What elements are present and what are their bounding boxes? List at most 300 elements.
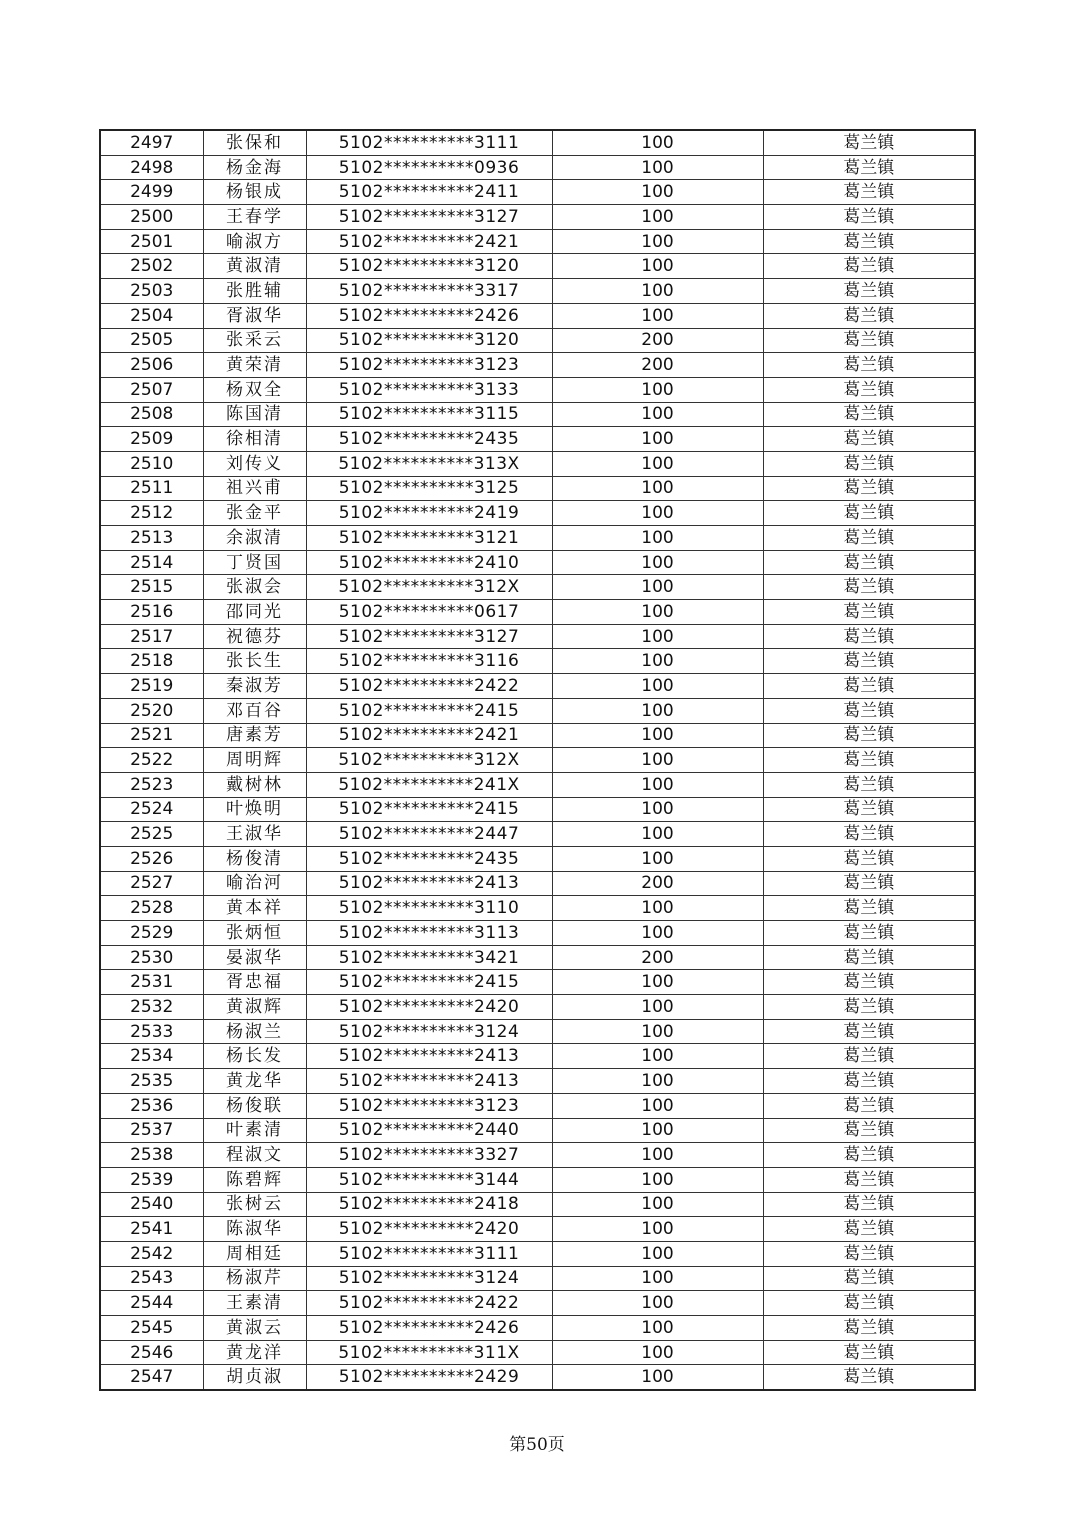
name-cell: 张采云 <box>203 328 306 353</box>
table-row <box>100 205 975 230</box>
row-number-cell: 2530 <box>100 945 203 970</box>
town-cell: 葛兰镇 <box>763 1316 975 1341</box>
town-cell: 葛兰镇 <box>763 451 975 476</box>
row-number-cell: 2507 <box>100 377 203 402</box>
town-cell: 葛兰镇 <box>763 1340 975 1365</box>
town-cell: 葛兰镇 <box>763 155 975 180</box>
table-row <box>100 476 975 501</box>
town-cell: 葛兰镇 <box>763 797 975 822</box>
row-number-cell: 2516 <box>100 600 203 625</box>
amount-cell: 100 <box>552 427 763 452</box>
row-number-cell: 2518 <box>100 649 203 674</box>
table-row <box>100 1093 975 1118</box>
town-cell: 葛兰镇 <box>763 846 975 871</box>
id-number-cell: 5102**********2440 <box>306 1118 552 1143</box>
table-row <box>100 1019 975 1044</box>
table-row <box>100 1044 975 1069</box>
name-cell: 叶素清 <box>203 1118 306 1143</box>
town-cell: 葛兰镇 <box>763 772 975 797</box>
id-number-cell: 5102**********2435 <box>306 846 552 871</box>
id-number-cell: 5102**********3120 <box>306 328 552 353</box>
name-cell: 余淑清 <box>203 526 306 551</box>
id-number-cell: 5102**********3127 <box>306 205 552 230</box>
name-cell: 喻治河 <box>203 871 306 896</box>
row-number-cell: 2531 <box>100 970 203 995</box>
row-number-cell: 2520 <box>100 698 203 723</box>
name-cell: 杨长发 <box>203 1044 306 1069</box>
name-cell: 陈碧辉 <box>203 1167 306 1192</box>
name-cell: 张胜辅 <box>203 279 306 304</box>
name-cell: 王淑华 <box>203 822 306 847</box>
row-number-cell: 2506 <box>100 353 203 378</box>
row-number-cell: 2543 <box>100 1266 203 1291</box>
town-cell: 葛兰镇 <box>763 896 975 921</box>
town-cell: 葛兰镇 <box>763 377 975 402</box>
table-row <box>100 303 975 328</box>
table-row <box>100 822 975 847</box>
name-cell: 晏淑华 <box>203 945 306 970</box>
amount-cell: 200 <box>552 871 763 896</box>
name-cell: 丁贤国 <box>203 550 306 575</box>
amount-cell: 100 <box>552 921 763 946</box>
amount-cell: 100 <box>552 575 763 600</box>
records-table <box>99 129 976 1391</box>
id-number-cell: 5102**********3421 <box>306 945 552 970</box>
amount-cell: 100 <box>552 254 763 279</box>
table-row <box>100 575 975 600</box>
town-cell: 葛兰镇 <box>763 353 975 378</box>
name-cell: 黄淑辉 <box>203 995 306 1020</box>
town-cell: 葛兰镇 <box>763 1167 975 1192</box>
amount-cell: 200 <box>552 353 763 378</box>
name-cell: 王春学 <box>203 205 306 230</box>
town-cell: 葛兰镇 <box>763 550 975 575</box>
id-number-cell: 5102**********3124 <box>306 1266 552 1291</box>
name-cell: 陈淑华 <box>203 1217 306 1242</box>
id-number-cell: 5102**********3127 <box>306 624 552 649</box>
row-number-cell: 2532 <box>100 995 203 1020</box>
amount-cell: 100 <box>552 995 763 1020</box>
row-number-cell: 2537 <box>100 1118 203 1143</box>
row-number-cell: 2504 <box>100 303 203 328</box>
amount-cell: 100 <box>552 1340 763 1365</box>
name-cell: 杨俊联 <box>203 1093 306 1118</box>
amount-cell: 100 <box>552 155 763 180</box>
id-number-cell: 5102**********2415 <box>306 970 552 995</box>
amount-cell: 100 <box>552 600 763 625</box>
id-number-cell: 5102**********2435 <box>306 427 552 452</box>
town-cell: 葛兰镇 <box>763 871 975 896</box>
town-cell: 葛兰镇 <box>763 600 975 625</box>
name-cell: 杨双全 <box>203 377 306 402</box>
name-cell: 杨金海 <box>203 155 306 180</box>
row-number-cell: 2515 <box>100 575 203 600</box>
amount-cell: 100 <box>552 303 763 328</box>
town-cell: 葛兰镇 <box>763 254 975 279</box>
table-row <box>100 748 975 773</box>
amount-cell: 100 <box>552 723 763 748</box>
name-cell: 邵同光 <box>203 600 306 625</box>
id-number-cell: 5102**********2422 <box>306 674 552 699</box>
row-number-cell: 2522 <box>100 748 203 773</box>
row-number-cell: 2510 <box>100 451 203 476</box>
id-number-cell: 5102**********3124 <box>306 1019 552 1044</box>
table-row <box>100 1241 975 1266</box>
town-cell: 葛兰镇 <box>763 1217 975 1242</box>
town-cell: 葛兰镇 <box>763 995 975 1020</box>
id-number-cell: 5102**********3116 <box>306 649 552 674</box>
name-cell: 胥忠福 <box>203 970 306 995</box>
row-number-cell: 2521 <box>100 723 203 748</box>
row-number-cell: 2499 <box>100 180 203 205</box>
table-row <box>100 550 975 575</box>
table-row <box>100 1365 975 1390</box>
amount-cell: 100 <box>552 698 763 723</box>
row-number-cell: 2547 <box>100 1365 203 1390</box>
amount-cell: 100 <box>552 1093 763 1118</box>
id-number-cell: 5102**********2410 <box>306 550 552 575</box>
row-number-cell: 2523 <box>100 772 203 797</box>
table-row <box>100 945 975 970</box>
row-number-cell: 2545 <box>100 1316 203 1341</box>
row-number-cell: 2542 <box>100 1241 203 1266</box>
row-number-cell: 2544 <box>100 1291 203 1316</box>
row-number-cell: 2500 <box>100 205 203 230</box>
id-number-cell: 5102**********2419 <box>306 501 552 526</box>
town-cell: 葛兰镇 <box>763 1044 975 1069</box>
town-cell: 葛兰镇 <box>763 698 975 723</box>
row-number-cell: 2539 <box>100 1167 203 1192</box>
name-cell: 周明辉 <box>203 748 306 773</box>
id-number-cell: 5102**********0936 <box>306 155 552 180</box>
amount-cell: 100 <box>552 550 763 575</box>
row-number-cell: 2528 <box>100 896 203 921</box>
id-number-cell: 5102**********2420 <box>306 995 552 1020</box>
amount-cell: 100 <box>552 970 763 995</box>
id-number-cell: 5102**********3113 <box>306 921 552 946</box>
id-number-cell: 5102**********2415 <box>306 698 552 723</box>
name-cell: 黄淑云 <box>203 1316 306 1341</box>
table-row <box>100 229 975 254</box>
table-row <box>100 1217 975 1242</box>
town-cell: 葛兰镇 <box>763 402 975 427</box>
amount-cell: 100 <box>552 1266 763 1291</box>
amount-cell: 100 <box>552 1291 763 1316</box>
row-number-cell: 2546 <box>100 1340 203 1365</box>
name-cell: 叶焕明 <box>203 797 306 822</box>
row-number-cell: 2512 <box>100 501 203 526</box>
town-cell: 葛兰镇 <box>763 1192 975 1217</box>
row-number-cell: 2535 <box>100 1069 203 1094</box>
amount-cell: 100 <box>552 501 763 526</box>
amount-cell: 100 <box>552 1069 763 1094</box>
amount-cell: 100 <box>552 1167 763 1192</box>
name-cell: 刘传义 <box>203 451 306 476</box>
name-cell: 黄龙华 <box>203 1069 306 1094</box>
table-row <box>100 1143 975 1168</box>
table-row <box>100 130 975 155</box>
amount-cell: 100 <box>552 279 763 304</box>
amount-cell: 100 <box>552 402 763 427</box>
name-cell: 杨淑兰 <box>203 1019 306 1044</box>
id-number-cell: 5102**********3115 <box>306 402 552 427</box>
row-number-cell: 2501 <box>100 229 203 254</box>
town-cell: 葛兰镇 <box>763 205 975 230</box>
name-cell: 王素清 <box>203 1291 306 1316</box>
name-cell: 秦淑芳 <box>203 674 306 699</box>
row-number-cell: 2524 <box>100 797 203 822</box>
name-cell: 祖兴甫 <box>203 476 306 501</box>
table-row <box>100 772 975 797</box>
town-cell: 葛兰镇 <box>763 674 975 699</box>
row-number-cell: 2533 <box>100 1019 203 1044</box>
table-row <box>100 921 975 946</box>
town-cell: 葛兰镇 <box>763 921 975 946</box>
id-number-cell: 5102**********3133 <box>306 377 552 402</box>
name-cell: 胥淑华 <box>203 303 306 328</box>
table-row <box>100 649 975 674</box>
name-cell: 戴树林 <box>203 772 306 797</box>
row-number-cell: 2509 <box>100 427 203 452</box>
amount-cell: 200 <box>552 328 763 353</box>
row-number-cell: 2540 <box>100 1192 203 1217</box>
amount-cell: 100 <box>552 1217 763 1242</box>
table-row <box>100 871 975 896</box>
amount-cell: 100 <box>552 205 763 230</box>
id-number-cell: 5102**********2421 <box>306 723 552 748</box>
amount-cell: 100 <box>552 624 763 649</box>
id-number-cell: 5102**********2447 <box>306 822 552 847</box>
table-row <box>100 624 975 649</box>
id-number-cell: 5102**********2426 <box>306 1316 552 1341</box>
name-cell: 黄本祥 <box>203 896 306 921</box>
table-row <box>100 279 975 304</box>
row-number-cell: 2536 <box>100 1093 203 1118</box>
id-number-cell: 5102**********312X <box>306 575 552 600</box>
amount-cell: 100 <box>552 797 763 822</box>
id-number-cell: 5102**********312X <box>306 748 552 773</box>
town-cell: 葛兰镇 <box>763 1365 975 1390</box>
page-number: 第50页 <box>509 1435 565 1455</box>
town-cell: 葛兰镇 <box>763 1069 975 1094</box>
table-row <box>100 526 975 551</box>
town-cell: 葛兰镇 <box>763 748 975 773</box>
name-cell: 邓百谷 <box>203 698 306 723</box>
row-number-cell: 2527 <box>100 871 203 896</box>
town-cell: 葛兰镇 <box>763 1118 975 1143</box>
name-cell: 徐相清 <box>203 427 306 452</box>
town-cell: 葛兰镇 <box>763 279 975 304</box>
name-cell: 唐素芳 <box>203 723 306 748</box>
town-cell: 葛兰镇 <box>763 945 975 970</box>
name-cell: 张淑会 <box>203 575 306 600</box>
town-cell: 葛兰镇 <box>763 649 975 674</box>
name-cell: 杨银成 <box>203 180 306 205</box>
id-number-cell: 5102**********2429 <box>306 1365 552 1390</box>
amount-cell: 200 <box>552 945 763 970</box>
id-number-cell: 5102**********3327 <box>306 1143 552 1168</box>
town-cell: 葛兰镇 <box>763 526 975 551</box>
name-cell: 杨俊清 <box>203 846 306 871</box>
id-number-cell: 5102**********2411 <box>306 180 552 205</box>
id-number-cell: 5102**********2413 <box>306 1069 552 1094</box>
table-row <box>100 1340 975 1365</box>
name-cell: 陈国清 <box>203 402 306 427</box>
name-cell: 黄淑清 <box>203 254 306 279</box>
table-row <box>100 1266 975 1291</box>
row-number-cell: 2517 <box>100 624 203 649</box>
town-cell: 葛兰镇 <box>763 723 975 748</box>
table-row <box>100 451 975 476</box>
amount-cell: 100 <box>552 1192 763 1217</box>
amount-cell: 100 <box>552 1241 763 1266</box>
records-table-body <box>100 130 975 1390</box>
amount-cell: 100 <box>552 1143 763 1168</box>
table-row <box>100 1069 975 1094</box>
town-cell: 葛兰镇 <box>763 624 975 649</box>
town-cell: 葛兰镇 <box>763 1241 975 1266</box>
table-row <box>100 427 975 452</box>
town-cell: 葛兰镇 <box>763 303 975 328</box>
row-number-cell: 2529 <box>100 921 203 946</box>
id-number-cell: 5102**********2415 <box>306 797 552 822</box>
table-row <box>100 501 975 526</box>
table-row <box>100 353 975 378</box>
amount-cell: 100 <box>552 526 763 551</box>
name-cell: 喻淑方 <box>203 229 306 254</box>
table-row <box>100 254 975 279</box>
table-row <box>100 846 975 871</box>
town-cell: 葛兰镇 <box>763 427 975 452</box>
row-number-cell: 2502 <box>100 254 203 279</box>
name-cell: 黄龙洋 <box>203 1340 306 1365</box>
amount-cell: 100 <box>552 377 763 402</box>
row-number-cell: 2503 <box>100 279 203 304</box>
town-cell: 葛兰镇 <box>763 476 975 501</box>
amount-cell: 100 <box>552 229 763 254</box>
id-number-cell: 5102**********2418 <box>306 1192 552 1217</box>
row-number-cell: 2498 <box>100 155 203 180</box>
amount-cell: 100 <box>552 649 763 674</box>
town-cell: 葛兰镇 <box>763 1019 975 1044</box>
table-row <box>100 698 975 723</box>
id-number-cell: 5102**********2420 <box>306 1217 552 1242</box>
id-number-cell: 5102**********2422 <box>306 1291 552 1316</box>
table-row <box>100 674 975 699</box>
name-cell: 张金平 <box>203 501 306 526</box>
row-number-cell: 2497 <box>100 130 203 155</box>
id-number-cell: 5102**********3120 <box>306 254 552 279</box>
town-cell: 葛兰镇 <box>763 1266 975 1291</box>
id-number-cell: 5102**********0617 <box>306 600 552 625</box>
row-number-cell: 2541 <box>100 1217 203 1242</box>
id-number-cell: 5102**********3125 <box>306 476 552 501</box>
town-cell: 葛兰镇 <box>763 130 975 155</box>
id-number-cell: 5102**********2413 <box>306 871 552 896</box>
id-number-cell: 5102**********3123 <box>306 1093 552 1118</box>
table-row <box>100 180 975 205</box>
table-row <box>100 896 975 921</box>
amount-cell: 100 <box>552 1118 763 1143</box>
id-number-cell: 5102**********3111 <box>306 1241 552 1266</box>
table-row <box>100 402 975 427</box>
amount-cell: 100 <box>552 130 763 155</box>
amount-cell: 100 <box>552 1019 763 1044</box>
row-number-cell: 2534 <box>100 1044 203 1069</box>
town-cell: 葛兰镇 <box>763 822 975 847</box>
row-number-cell: 2526 <box>100 846 203 871</box>
amount-cell: 100 <box>552 772 763 797</box>
row-number-cell: 2519 <box>100 674 203 699</box>
name-cell: 张炳恒 <box>203 921 306 946</box>
name-cell: 黄荣清 <box>203 353 306 378</box>
amount-cell: 100 <box>552 1365 763 1390</box>
town-cell: 葛兰镇 <box>763 1093 975 1118</box>
amount-cell: 100 <box>552 846 763 871</box>
table-row <box>100 377 975 402</box>
town-cell: 葛兰镇 <box>763 1291 975 1316</box>
amount-cell: 100 <box>552 451 763 476</box>
table-row <box>100 600 975 625</box>
table-row <box>100 1316 975 1341</box>
id-number-cell: 5102**********3110 <box>306 896 552 921</box>
amount-cell: 100 <box>552 1316 763 1341</box>
amount-cell: 100 <box>552 896 763 921</box>
name-cell: 程淑文 <box>203 1143 306 1168</box>
town-cell: 葛兰镇 <box>763 1143 975 1168</box>
name-cell: 张长生 <box>203 649 306 674</box>
id-number-cell: 5102**********3144 <box>306 1167 552 1192</box>
name-cell: 张保和 <box>203 130 306 155</box>
town-cell: 葛兰镇 <box>763 970 975 995</box>
id-number-cell: 5102**********313X <box>306 451 552 476</box>
table-row <box>100 723 975 748</box>
table-row <box>100 328 975 353</box>
amount-cell: 100 <box>552 674 763 699</box>
id-number-cell: 5102**********3111 <box>306 130 552 155</box>
amount-cell: 100 <box>552 1044 763 1069</box>
row-number-cell: 2513 <box>100 526 203 551</box>
town-cell: 葛兰镇 <box>763 328 975 353</box>
table-row <box>100 1167 975 1192</box>
town-cell: 葛兰镇 <box>763 180 975 205</box>
row-number-cell: 2508 <box>100 402 203 427</box>
amount-cell: 100 <box>552 748 763 773</box>
row-number-cell: 2538 <box>100 1143 203 1168</box>
table-row <box>100 970 975 995</box>
row-number-cell: 2525 <box>100 822 203 847</box>
row-number-cell: 2511 <box>100 476 203 501</box>
id-number-cell: 5102**********3121 <box>306 526 552 551</box>
id-number-cell: 5102**********2421 <box>306 229 552 254</box>
table-row <box>100 1291 975 1316</box>
id-number-cell: 5102**********3317 <box>306 279 552 304</box>
town-cell: 葛兰镇 <box>763 229 975 254</box>
table-row <box>100 1192 975 1217</box>
table-row <box>100 995 975 1020</box>
name-cell: 杨淑芹 <box>203 1266 306 1291</box>
table-row <box>100 155 975 180</box>
row-number-cell: 2514 <box>100 550 203 575</box>
amount-cell: 100 <box>552 476 763 501</box>
town-cell: 葛兰镇 <box>763 501 975 526</box>
id-number-cell: 5102**********3123 <box>306 353 552 378</box>
town-cell: 葛兰镇 <box>763 575 975 600</box>
name-cell: 祝德芬 <box>203 624 306 649</box>
id-number-cell: 5102**********241X <box>306 772 552 797</box>
id-number-cell: 5102**********2426 <box>306 303 552 328</box>
row-number-cell: 2505 <box>100 328 203 353</box>
